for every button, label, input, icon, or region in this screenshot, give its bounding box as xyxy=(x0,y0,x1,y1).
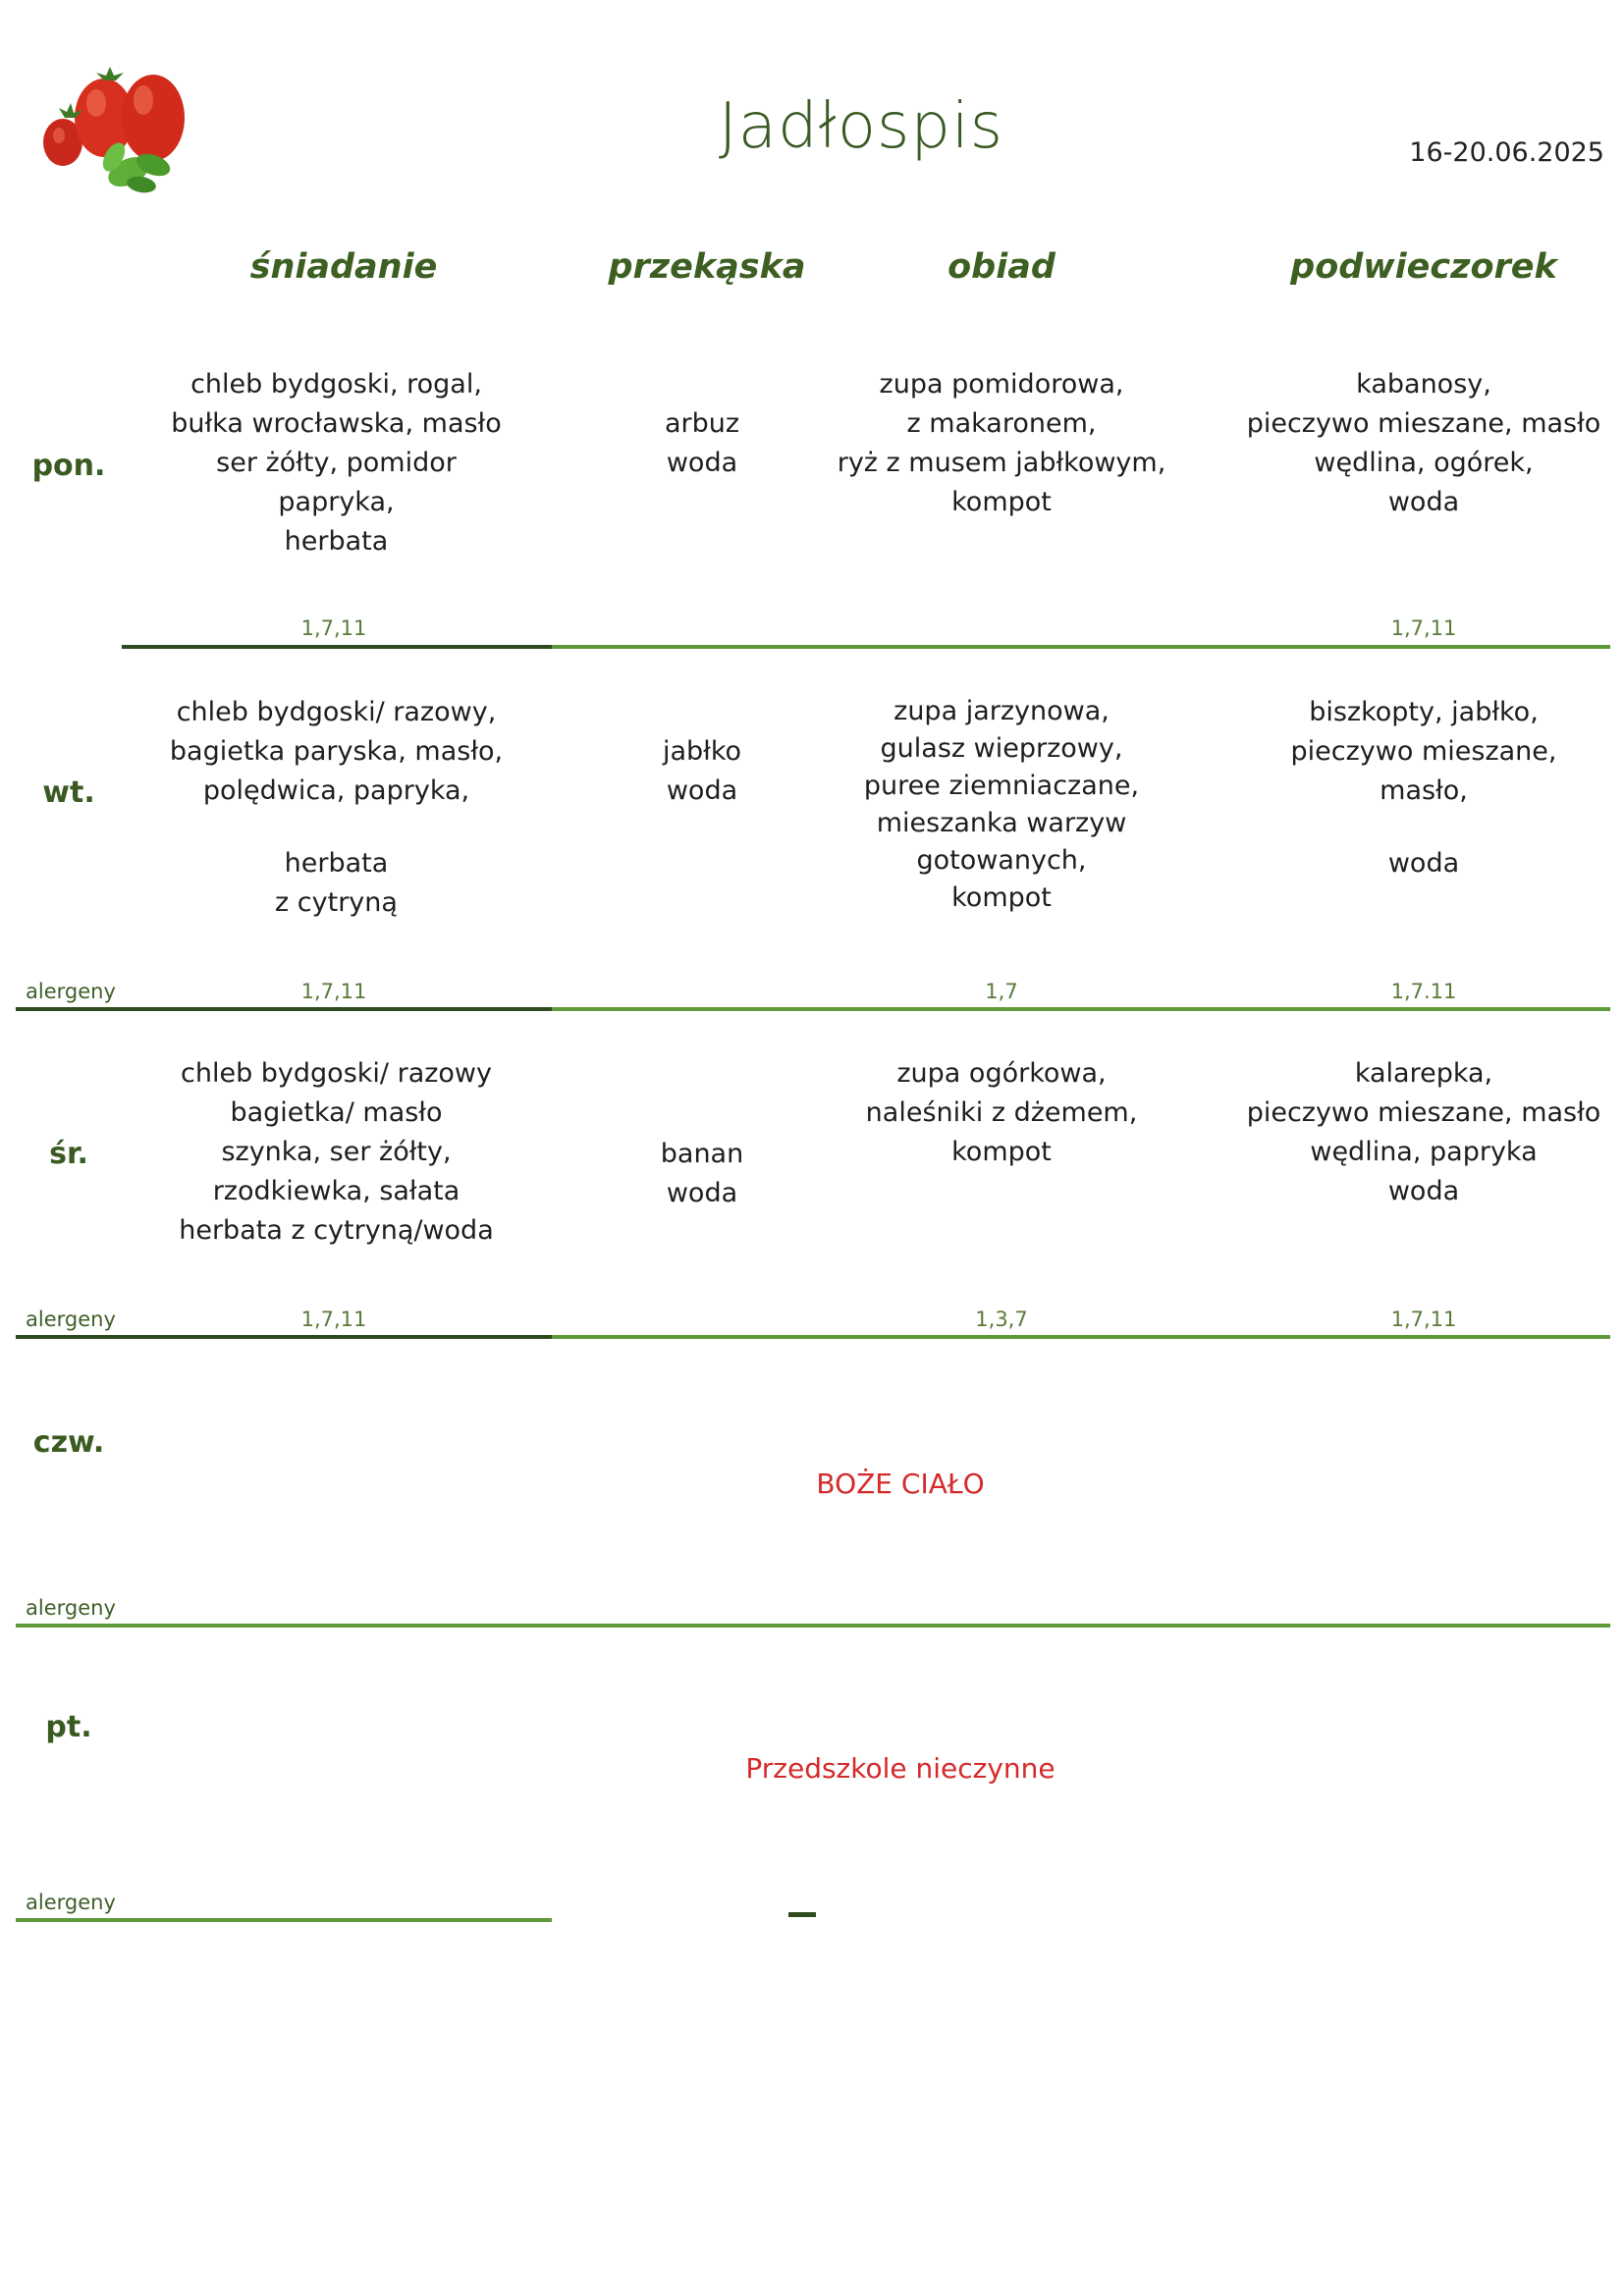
divider-line xyxy=(122,645,552,649)
allergens-label: alergeny xyxy=(26,1308,116,1331)
wednesday-tea-allergens: 1,7,11 xyxy=(1390,1308,1457,1331)
wednesday-breakfast-allergens: 1,7,11 xyxy=(300,1308,367,1331)
tuesday-snack: jabłko woda xyxy=(662,736,742,806)
wednesday-lunch: zupa ogórkowa, naleśniki z dżemem, kompot xyxy=(865,1058,1138,1167)
monday-lunch: zupa pomidorowa, z makaronem, ryż z musem jabłkowym, kompot xyxy=(837,369,1166,517)
divider-line xyxy=(552,1007,1610,1011)
day-label-friday: pt. xyxy=(45,1710,92,1744)
divider-line xyxy=(16,1918,552,1922)
day-label-monday: pon. xyxy=(31,449,106,483)
allergens-label: alergeny xyxy=(26,1891,116,1914)
monday-breakfast-allergens: 1,7,11 xyxy=(300,616,367,640)
wednesday-breakfast: chleb bydgoski/ razowy bagietka/ masło szynka, ser żółty, rzodkiewka, sałata herbata z cytryną/woda xyxy=(179,1058,494,1246)
date-range: 16-20.06.2025 xyxy=(1409,137,1604,168)
column-header-breakfast: śniadanie xyxy=(249,247,438,287)
allergens-label: alergeny xyxy=(26,1596,116,1620)
tuesday-breakfast-allergens: 1,7,11 xyxy=(300,980,367,1003)
divider-line xyxy=(552,1335,1610,1339)
divider-line xyxy=(16,1335,552,1339)
column-header-tea: podwieczorek xyxy=(1290,247,1557,287)
friday-notice: Przedszkole nieczynne xyxy=(745,1752,1056,1785)
monday-tea-allergens: 1,7,11 xyxy=(1390,616,1457,640)
wednesday-lunch-allergens: 1,3,7 xyxy=(975,1308,1028,1331)
allergens-label: alergeny xyxy=(26,980,116,1003)
monday-snack: arbuz woda xyxy=(664,408,740,478)
tuesday-breakfast: chleb bydgoski/ razowy, bagietka paryska, masło, polędwica, papryka, herbata z cytryną xyxy=(169,697,504,918)
monday-breakfast: chleb bydgoski, rogal, bułka wrocławska, masło ser żółty, pomidor papryka, herbata xyxy=(171,369,502,557)
divider-line xyxy=(16,1007,552,1011)
tuesday-tea-allergens: 1,7.11 xyxy=(1390,980,1457,1003)
wednesday-snack: banan woda xyxy=(660,1139,744,1208)
tuesday-tea: biszkopty, jabłko, pieczywo mieszane, masło, woda xyxy=(1290,697,1557,879)
day-label-thursday: czw. xyxy=(32,1425,105,1460)
dash-mark xyxy=(788,1912,816,1917)
monday-tea: kabanosy, pieczywo mieszane, masło wędlina, ogórek, woda xyxy=(1246,369,1601,517)
thursday-notice: BOŻE CIAŁO xyxy=(816,1468,985,1500)
column-header-snack: przekąska xyxy=(608,247,806,287)
tuesday-lunch: zupa jarzynowa, gulasz wieprzowy, puree ziemniaczane, mieszanka warzyw gotowanych, kompot xyxy=(863,696,1140,913)
day-label-tuesday: wt. xyxy=(42,775,95,810)
divider-line xyxy=(552,645,1610,649)
tuesday-lunch-allergens: 1,7 xyxy=(985,980,1018,1003)
wednesday-tea: kalarepka, pieczywo mieszane, masło wędlina, papryka woda xyxy=(1246,1058,1601,1206)
column-header-lunch: obiad xyxy=(947,247,1056,287)
page-title: Jadłospis xyxy=(718,90,1004,163)
divider-line xyxy=(16,1624,1610,1628)
day-label-wednesday: śr. xyxy=(49,1137,88,1171)
